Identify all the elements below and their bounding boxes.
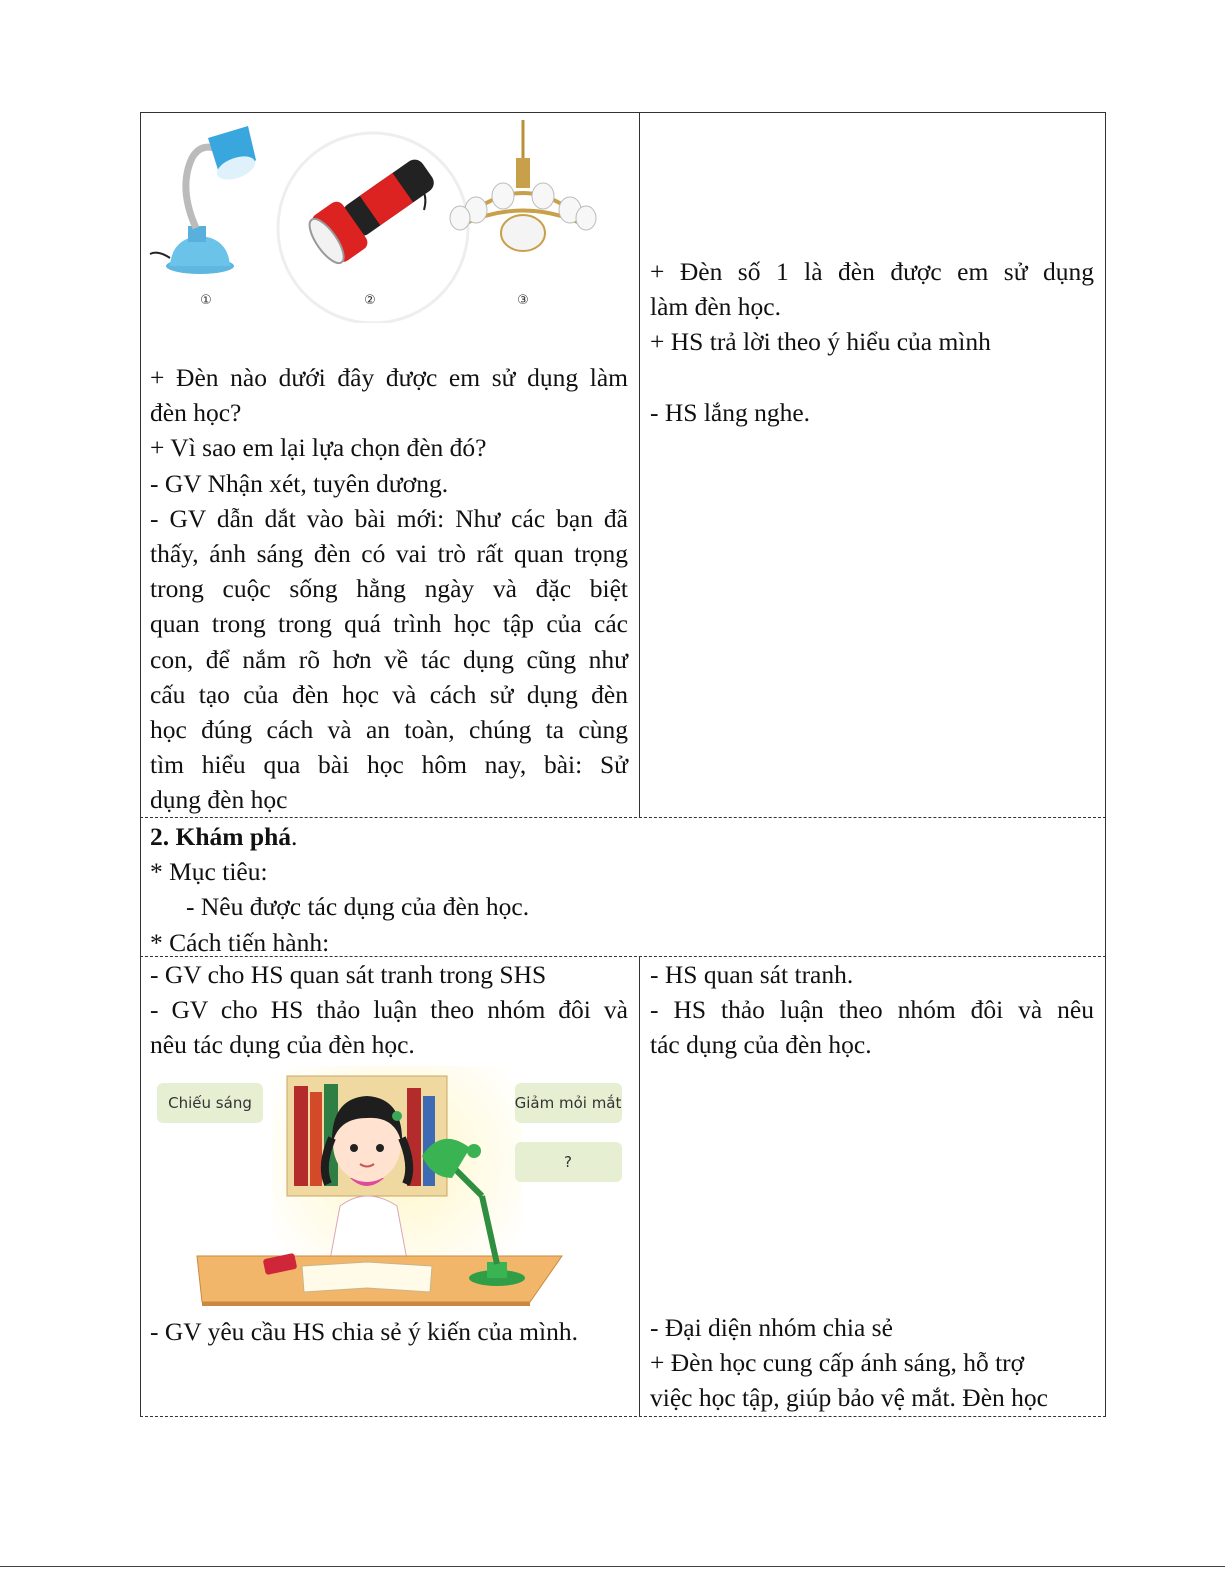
text-line: - GV cho HS quan sát tranh trong SHS <box>150 960 547 989</box>
page-bottom-edge <box>0 1566 1225 1567</box>
text-line: thấy, ánh sáng đèn có vai trò rất quan trọng <box>150 539 628 569</box>
text-line: cấu tạo của đèn học và cách sử dụng đèn <box>150 679 628 709</box>
chandelier-icon <box>450 120 596 251</box>
lamps-illustration <box>148 118 608 323</box>
row1-left-text <box>150 360 628 818</box>
bubble-right-text: Giảm mỏi mắt <box>514 1094 622 1112</box>
text-line: - GV dẫn dắt vào bài mới: Như các bạn đã <box>150 503 628 533</box>
text-line: - GV Nhận xét, tuyên dương. <box>150 468 449 498</box>
text-line: - HS thảo luận theo nhóm đôi và nêu <box>650 995 1094 1025</box>
section-heading-text: 2. Khám phá <box>150 822 291 851</box>
desk-lamp-icon <box>150 126 258 274</box>
row3-left-last-line <box>150 1314 628 1349</box>
goal-item: - Nêu được tác dụng của đèn học. <box>186 892 530 922</box>
text-line: trong cuộc sống hằng ngày và đặc biệt <box>150 574 628 604</box>
goal-label: * Mục tiêu: <box>150 857 268 887</box>
study-lamp-illustration <box>152 1066 627 1308</box>
text-line: học đúng cách và an toàn, chúng ta cùng <box>150 715 628 745</box>
text-line: việc học tập, giúp bảo vệ mắt. Đèn học <box>650 1383 1048 1413</box>
text-line: tìm hiểu qua bài học hôm nay, bài: Sử <box>150 750 628 780</box>
text-line: - HS quan sát tranh. <box>650 960 854 989</box>
lamp-number-3: ③ <box>517 293 529 308</box>
text-line: + Đèn nào dưới đây được em sử dụng làm <box>150 363 628 392</box>
column-divider <box>639 112 640 817</box>
row3-left-text <box>150 957 628 1063</box>
text-line: - HS lắng nghe. <box>650 397 811 427</box>
bubble-question-text: ? <box>564 1153 572 1171</box>
text-line: quan trong trong quá trình học tập của các <box>150 609 628 639</box>
flashlight-icon <box>302 148 443 270</box>
text-line: con, để nắm rõ hơn về tác dụng cũng như <box>150 644 628 674</box>
text-line: dụng đèn học <box>150 785 288 815</box>
lamp-number-1: ① <box>200 293 212 308</box>
lamp-number-2: ② <box>364 293 376 308</box>
method-label: * Cách tiến hành: <box>150 927 330 957</box>
text-line: làm đèn học. <box>650 292 781 322</box>
row1-right-text <box>650 254 1094 430</box>
text-line: + Đèn số 1 là đèn được em sử dụng <box>650 257 1094 286</box>
text-line: - GV cho HS thảo luận theo nhóm đôi và <box>150 995 628 1025</box>
column-divider <box>639 956 640 1417</box>
text-line: - GV yêu cầu HS chia sẻ ý kiến của mình. <box>150 1317 578 1346</box>
row2-section <box>150 819 1090 960</box>
text-line: + Đèn học cung cấp ánh sáng, hỗ trợ <box>650 1348 1025 1378</box>
bubble-left-text: Chiếu sáng <box>168 1094 252 1112</box>
text-line: - Đại diện nhóm chia sẻ <box>650 1313 893 1342</box>
text-line: đèn học? <box>150 398 242 428</box>
text-line: nêu tác dụng của đèn học. <box>150 1030 415 1060</box>
section-heading-period: . <box>291 822 298 851</box>
text-line: + HS trả lời theo ý hiểu của mình <box>650 327 991 357</box>
text-line: tác dụng của đèn học. <box>650 1030 872 1060</box>
row3-right-bottom-text <box>650 1310 1094 1416</box>
text-line: + Vì sao em lại lựa chọn đèn đó? <box>150 433 487 463</box>
row-divider <box>140 1416 1106 1417</box>
section-heading <box>150 819 1090 854</box>
row3-right-text <box>650 957 1094 1063</box>
